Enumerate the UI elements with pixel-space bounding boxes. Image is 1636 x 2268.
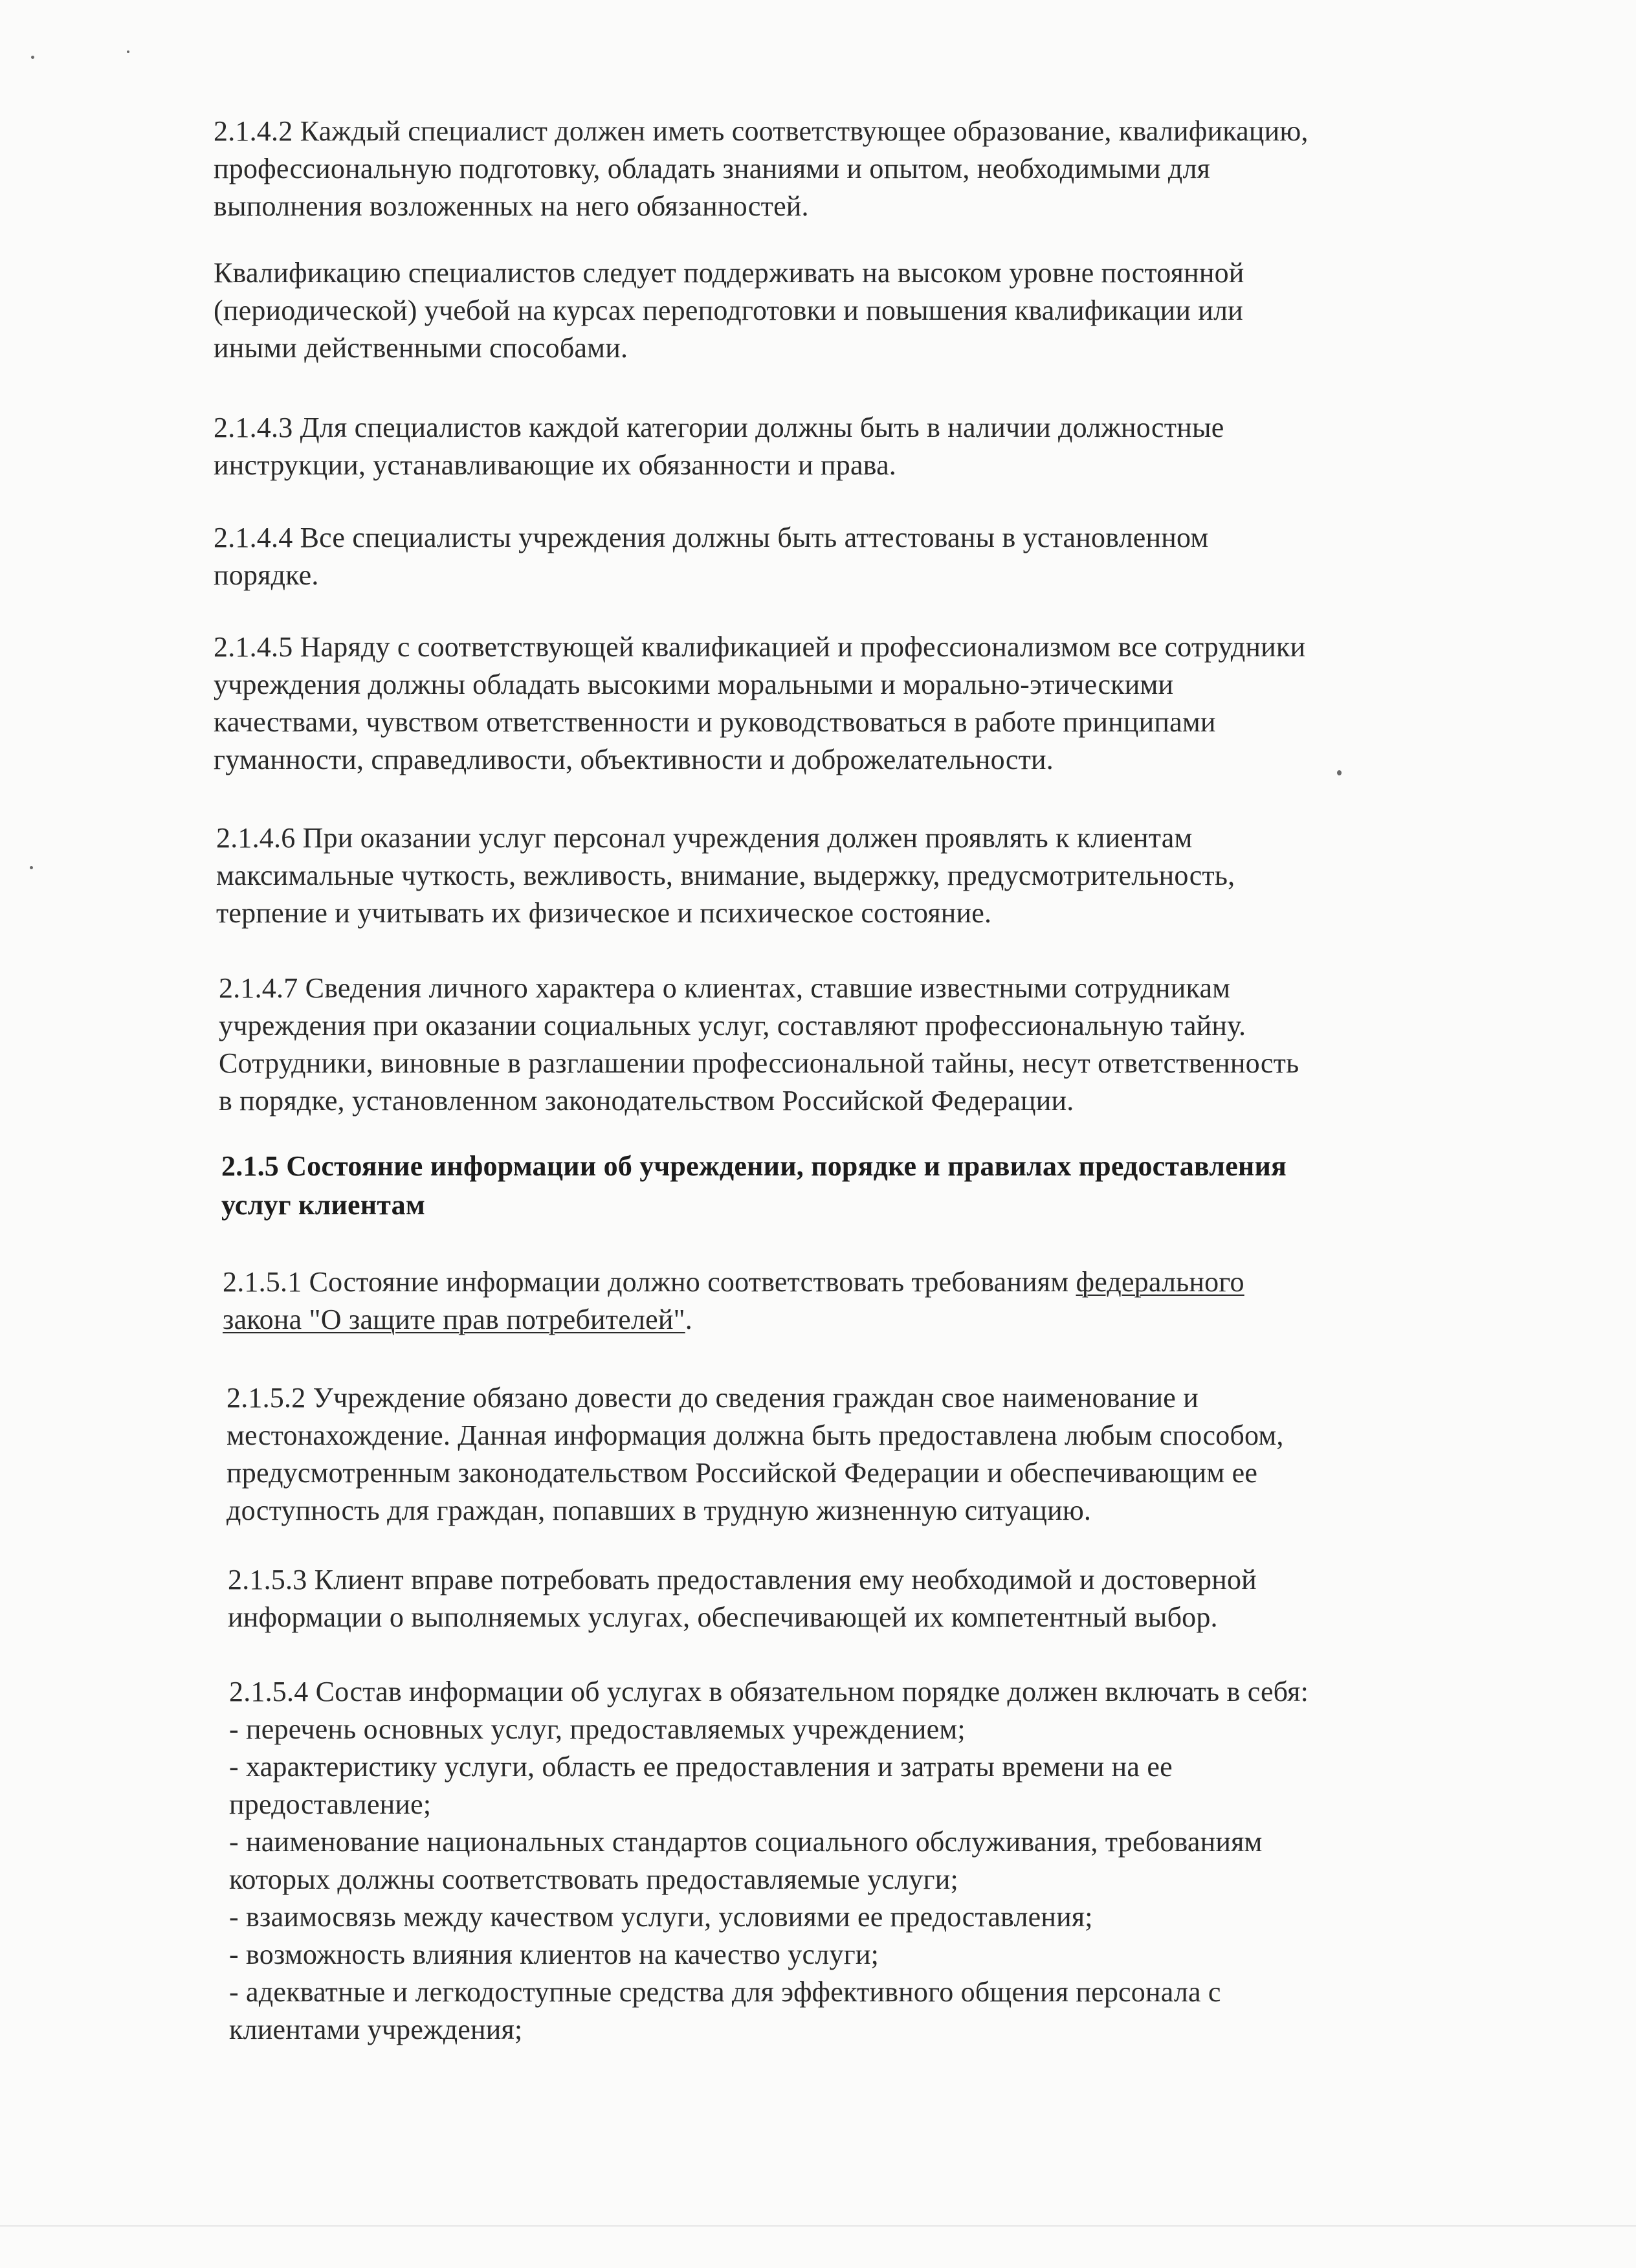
paragraph-qualification	[214, 254, 1244, 367]
law-reference-link[interactable]: закона "О защите прав потребителей"	[223, 1304, 685, 1335]
text-line: предусмотренным законодательством Российской Федерации и обеспечивающим ее	[227, 1457, 1258, 1489]
text-fragment: .	[685, 1304, 692, 1335]
scan-speck	[30, 866, 33, 869]
text-line: доступность для граждан, попавших в трудную жизненную ситуацию.	[227, 1495, 1092, 1526]
text-line: инструкции, устанавливающие их обязанности и права.	[214, 449, 897, 481]
text-line: 2.1.4.2 Каждый специалист должен иметь соответствующее образование, квалификацию,	[214, 115, 1309, 147]
paragraph-2-1-4-4	[214, 519, 1208, 594]
text-line: местонахождение. Данная информация должна быть предоставлена любым способом,	[227, 1419, 1284, 1451]
paragraph-2-1-4-7	[219, 970, 1299, 1120]
text-line: профессиональную подготовку, обладать знаниями и опытом, необходимыми для	[214, 153, 1211, 184]
list-item: - возможность влияния клиентов на качество услуги;	[229, 1939, 879, 1970]
law-reference-link[interactable]: федерального	[1076, 1266, 1244, 1298]
text-line: (периодической) учебой на курсах переподготовки и повышения квалификации или	[214, 295, 1243, 326]
list-item: - перечень основных услуг, предоставляемых учреждением;	[229, 1713, 966, 1745]
text-line: клиентами учреждения;	[229, 2014, 523, 2045]
paragraph-2-1-4-2	[214, 113, 1309, 225]
text-line: 2.1.4.5 Наряду с соответствующей квалификацией и профессионализмом все сотрудники	[214, 631, 1306, 663]
paragraph-2-1-5-4	[229, 1673, 1309, 2049]
list-item: - наименование национальных стандартов социального обслуживания, требованиям	[229, 1826, 1263, 1858]
text-line: максимальные чуткость, вежливость, внимание, выдержку, предусмотрительность,	[216, 860, 1235, 891]
text-line: порядке.	[214, 559, 319, 591]
scan-edge-line	[0, 2225, 1636, 2227]
text-line: 2.1.4.6 При оказании услуг персонал учреждения должен проявлять к клиентам	[216, 822, 1193, 854]
text-line: учреждения при оказании социальных услуг, составляют профессиональную тайну.	[219, 1010, 1246, 1041]
paragraph-2-1-5-1	[223, 1263, 1244, 1339]
text-line: терпение и учитывать их физическое и психическое состояние.	[216, 897, 992, 929]
text-line: Сотрудники, виновные в разглашении профессиональной тайны, несут ответственность	[219, 1047, 1299, 1079]
text-line: 2.1.4.3 Для специалистов каждой категории должны быть в наличии должностные	[214, 412, 1224, 443]
heading-line: 2.1.5 Состояние информации об учреждении, порядке и правилах предоставления	[221, 1150, 1287, 1182]
scan-speck	[31, 56, 34, 59]
text-line: 2.1.5.2 Учреждение обязано довести до сведения граждан свое наименование и	[227, 1382, 1199, 1414]
text-line	[223, 1263, 1244, 1301]
scan-speck	[1337, 770, 1342, 775]
text-line: информации о выполняемых услугах, обеспечивающей их компетентный выбор.	[228, 1601, 1218, 1633]
paragraph-2-1-4-5	[214, 628, 1305, 779]
text-line: 2.1.5.4 Состав информации об услугах в обязательном порядке должен включать в себя:	[229, 1676, 1309, 1707]
text-line: качествами, чувством ответственности и руководствоваться в работе принципами	[214, 706, 1216, 738]
paragraph-2-1-5-2	[227, 1379, 1284, 1529]
text-line: выполнения возложенных на него обязанностей.	[214, 190, 809, 222]
text-line: которых должны соответствовать предоставляемые услуги;	[229, 1863, 958, 1895]
text-line: гуманности, справедливости, объективности и доброжелательности.	[214, 744, 1054, 775]
paragraph-2-1-5-3	[228, 1561, 1257, 1636]
text-line: Квалификацию специалистов следует поддерживать на высоком уровне постоянной	[214, 257, 1244, 289]
section-heading-2-1-5	[221, 1147, 1287, 1225]
text-line: 2.1.4.7 Сведения личного характера о клиентах, ставшие известными сотрудникам	[219, 972, 1231, 1004]
heading-line: услуг клиентам	[221, 1189, 426, 1221]
text-line: иными действенными способами.	[214, 332, 628, 364]
list-item: - характеристику услуги, область ее предоставления и затраты времени на ее	[229, 1751, 1173, 1783]
text-line: 2.1.4.4 Все специалисты учреждения должны быть аттестованы в установленном	[214, 522, 1209, 553]
text-line	[223, 1301, 1244, 1339]
list-item: - адекватные и легкодоступные средства для эффективного общения персонала с	[229, 1976, 1221, 2008]
text-line: в порядке, установленном законодательством Российской Федерации.	[219, 1085, 1074, 1117]
text-line: учреждения должны обладать высокими моральными и морально-этическими	[214, 669, 1174, 700]
text-fragment: 2.1.5.1 Состояние информации должно соответствовать требованиям	[223, 1266, 1076, 1298]
text-line: 2.1.5.3 Клиент вправе потребовать предоставления ему необходимой и достоверной	[228, 1564, 1257, 1595]
list-item: - взаимосвязь между качеством услуги, условиями ее предоставления;	[229, 1901, 1093, 1933]
scan-speck	[127, 50, 129, 53]
text-line: предоставление;	[229, 1788, 432, 1820]
paragraph-2-1-4-3	[214, 409, 1224, 484]
paragraph-2-1-4-6	[216, 819, 1235, 932]
